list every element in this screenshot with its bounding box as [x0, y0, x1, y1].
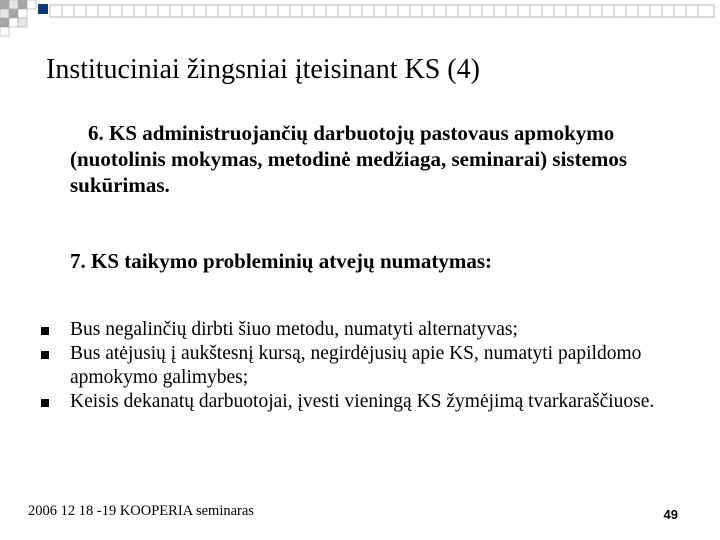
grid-square [27, 0, 36, 9]
bullet-list [0, 318, 720, 414]
square-bullet-icon [41, 351, 49, 359]
bullet-text: Bus atėjusių į aukštesnį kursą, negirdėjusių apie KS, numatyti papildomo apmokymo galimybes; [70, 343, 642, 388]
accent-square [38, 4, 48, 14]
grid-square [18, 9, 27, 18]
bullet-text: Bus negalinčių dirbti šiuo metodu, numatyti alternatyvas; [70, 319, 518, 340]
square-bullet-icon [41, 399, 49, 407]
grid-square [9, 9, 18, 18]
header-grid-squares [0, 0, 48, 36]
grid-square [0, 9, 9, 18]
grid-square [18, 18, 27, 27]
grid-square [0, 0, 9, 9]
header-decoration [0, 0, 720, 40]
grid-square [18, 0, 27, 9]
slide-title: Instituciniai žingsniai įteisinant KS (4) [46, 54, 480, 85]
paragraph-7: 7. KS taikymo probleminių atvejų numatymas: [70, 249, 492, 273]
square-bullet-icon [41, 327, 49, 335]
grid-square [9, 18, 18, 27]
list-item [0, 318, 670, 342]
header-grid-strip [50, 5, 714, 17]
grid-square [0, 18, 9, 27]
list-item [0, 390, 670, 414]
page-number: 49 [663, 507, 678, 522]
bullet-text: Keisis dekanatų darbuotojai, įvesti vieningą KS žymėjimą tvarkaraščiuose. [70, 391, 655, 412]
grid-square [9, 0, 18, 9]
paragraph-6: 6. KS administruojančių darbuotojų pastovaus apmokymo (nuotolinis mokymas, metodinė medžiaga, seminarai) sistemos sukūrimas. [70, 121, 628, 197]
list-item [0, 342, 670, 390]
footer-text: 2006 12 18 -19 KOOPERIA seminaras [28, 503, 254, 519]
grid-square [0, 27, 9, 36]
